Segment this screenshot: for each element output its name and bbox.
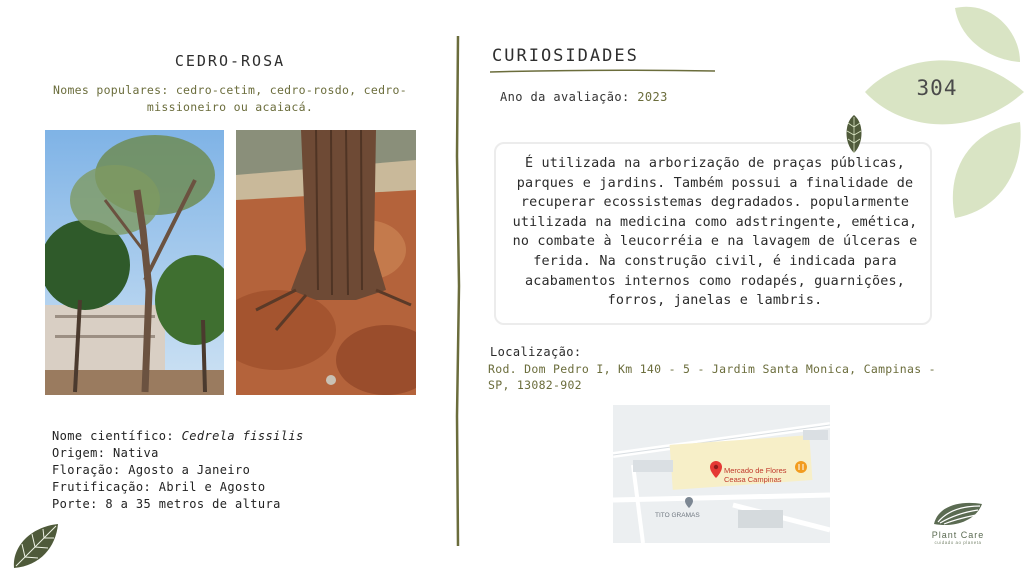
- popular-names: Nomes populares: cedro-cetim, cedro-rosdo, cedro-missioneiro ou acaiacá.: [53, 83, 407, 114]
- species-facts: [52, 428, 432, 513]
- evaluation-value: 2023: [637, 90, 668, 104]
- species-title: CEDRO-ROSA: [174, 52, 286, 70]
- decorative-leaves: [860, 0, 1024, 225]
- location-map[interactable]: [613, 405, 830, 543]
- section-title: CURIOSIDADES: [492, 46, 639, 66]
- map-place-line2: Ceasa Campinas: [724, 475, 782, 484]
- tree-photo: [45, 130, 224, 395]
- page-number: 304: [916, 76, 958, 100]
- evaluation-label: Ano da avaliação:: [500, 90, 630, 104]
- curiosities-text: É utilizada na arborização de praças públicas, parques e jardins. Também possui a finalidade de recuperar ecossistemas degradados. popularmente utilizada na medicina como adstringente, emética, no combate à leucorréia e na lavagem de úlceras e ferida. Na construção civil, é indicada para acabamentos internos como rodapés, guarnições, forros, janelas e lambris.: [512, 156, 918, 309]
- flowering-line: Floração: Agosto a Janeiro: [52, 463, 251, 477]
- brand-logo: [918, 498, 998, 554]
- map-poi-label: TITO GRAMAS: [655, 512, 700, 519]
- trunk-photo: [236, 130, 416, 395]
- brand-leaf-icon: [930, 498, 986, 528]
- column-divider: [454, 36, 462, 546]
- corner-leaf-icon: [10, 522, 60, 570]
- scientific-name-line: [52, 428, 432, 445]
- scientific-name-value: Cedrela fissilis: [181, 429, 304, 443]
- map-place-line1: Mercado de Flores: [724, 466, 787, 475]
- food-poi-icon[interactable]: [795, 461, 807, 473]
- leaf-icon: [842, 113, 866, 155]
- brand-tagline: cuidado ao planeta: [934, 540, 982, 545]
- brand-name: Plant Care: [931, 530, 985, 540]
- title-underline: [490, 68, 715, 74]
- location-address: Rod. Dom Pedro I, Km 140 - 5 - Jardim Santa Monica, Campinas - SP, 13082-902: [488, 362, 936, 392]
- fruiting-line: Frutificação: Abril e Agosto: [52, 480, 266, 494]
- origin-line: Origem: Nativa: [52, 446, 159, 460]
- location-label: Localização:: [490, 345, 582, 359]
- evaluation-year: [500, 90, 668, 104]
- scientific-name-label: Nome científico:: [52, 429, 174, 443]
- size-line: Porte: 8 a 35 metros de altura: [52, 497, 281, 511]
